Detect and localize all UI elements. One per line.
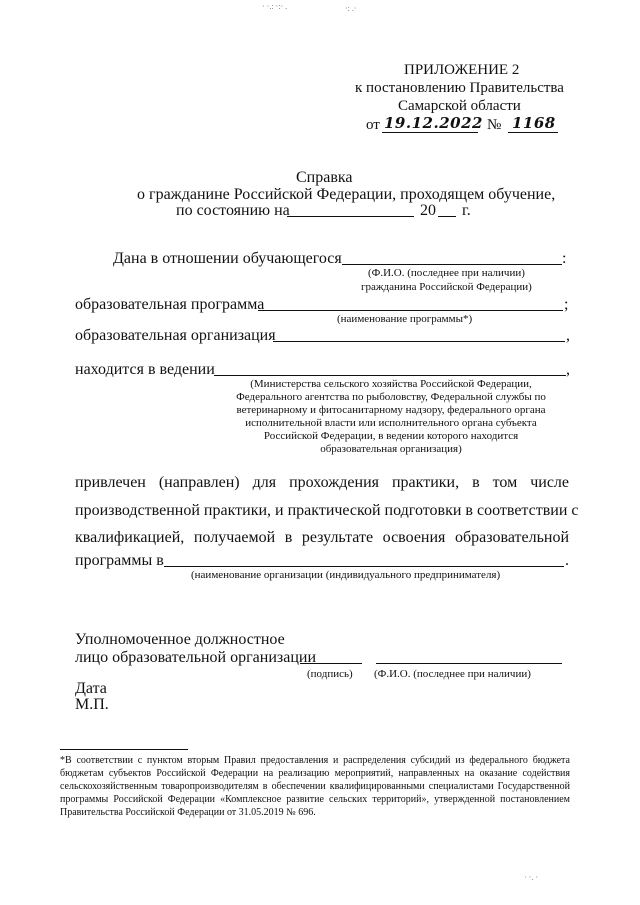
program-label: образовательная программа [75, 296, 265, 313]
student-name-field[interactable] [342, 264, 562, 265]
body-line: квалификацией, получаемой в результате освоения образовательной [75, 529, 569, 546]
footnote-text: *В соответствии с пунктом вторым Правил предоставления и распределения субсидий из федерального бюджета бюджетам субъектов Российской Федерации на реализацию мероприятий, направленных на оказание содействия сельскохозяйственным товаропроизводителям в обеспечении квалифицированными специалистами Государственной программы Российской Федерации «Комплексное развитие сельских территорий», утвержденной постановлением Правительства Российской Федерации от 31.05.2019 № 696. [60, 755, 570, 818]
scan-artifact: ·: .· [345, 4, 357, 13]
signatory-line1: Уполномоченное должностное [75, 631, 285, 648]
ministry-hint-line: образовательная организация) [320, 443, 462, 455]
ministry-hint-line: ветеринарному и фитосанитарному надзору, федерального органа [236, 404, 546, 416]
signature-hint: (подпись) [307, 668, 353, 680]
program-hint: (наименование программы*) [337, 313, 473, 325]
ministry-name-field[interactable] [214, 375, 566, 376]
ministry-hint [200, 378, 582, 456]
year-field[interactable] [438, 216, 456, 217]
number-underline [508, 132, 558, 133]
scan-artifact: · ·.: ·:· . [262, 2, 288, 11]
appendix-decree-line: к постановлению Правительства [355, 80, 564, 96]
punctuation: ; [564, 296, 569, 313]
organization-name-field[interactable] [273, 341, 565, 342]
document-title: Справка [296, 169, 353, 186]
punctuation: . [565, 552, 569, 569]
year-prefix: 20 [420, 202, 436, 219]
footnote-separator [60, 749, 188, 750]
year-suffix: г. [462, 202, 471, 219]
signatory-name-hint: (Ф.И.О. (последнее при наличии) [374, 668, 531, 680]
ministry-hint-line: (Министерства сельского хозяйства Российской Федерации, [250, 378, 532, 390]
practice-organization-hint: (наименование организации (индивидуального предпринимателя) [191, 569, 501, 581]
appendix-date: 19.12.2022 [384, 114, 483, 132]
appendix-region-line: Самарской области [398, 98, 521, 114]
date-label: Дата [75, 680, 107, 697]
signatory-line2: лицо образовательной организации [75, 649, 317, 666]
practice-organization-field[interactable] [164, 566, 564, 567]
student-hint-line1: (Ф.И.О. (последнее при наличии) [368, 267, 525, 279]
signatory-name-field[interactable] [376, 663, 562, 664]
program-name-field[interactable] [258, 310, 563, 311]
ministry-hint-line: Российской Федерации, в ведении которого находится [263, 430, 519, 442]
organization-label: образовательная организация [75, 327, 276, 344]
document-subtitle: о гражданине Российской Федерации, проходящем обучение, [137, 186, 556, 203]
as-of-date-field[interactable] [287, 216, 414, 217]
date-underline [382, 132, 478, 133]
appendix-number-sign: № [487, 117, 502, 133]
appendix-title: ПРИЛОЖЕНИЕ 2 [404, 62, 520, 78]
body-line: привлечен (направлен) для прохождения практики, в том числе [75, 474, 569, 491]
ministry-label: находится в ведении [75, 361, 215, 378]
punctuation: , [566, 361, 570, 378]
body-line: производственной практики, и практической подготовки в соответствии с [75, 502, 579, 519]
student-label: Дана в отношении обучающегося [113, 250, 342, 267]
student-hint-line2: гражданина Российской Федерации) [361, 281, 532, 293]
punctuation: , [566, 327, 570, 344]
stamp-label: М.П. [75, 696, 109, 713]
ministry-hint-line: Федерального агентства по рыболовству, Федеральной службы по [236, 391, 546, 403]
signature-field[interactable] [300, 663, 362, 664]
appendix-from-label: от [366, 117, 380, 133]
as-of-label: по состоянию на [176, 202, 290, 219]
appendix-number: 1168 [512, 114, 556, 132]
scan-artifact: · ·. · [524, 873, 538, 882]
body-last-label: программы в [75, 552, 164, 569]
ministry-hint-line: исполнительной власти или исполнительного органа субъекта [245, 417, 537, 429]
punctuation: : [562, 250, 567, 267]
